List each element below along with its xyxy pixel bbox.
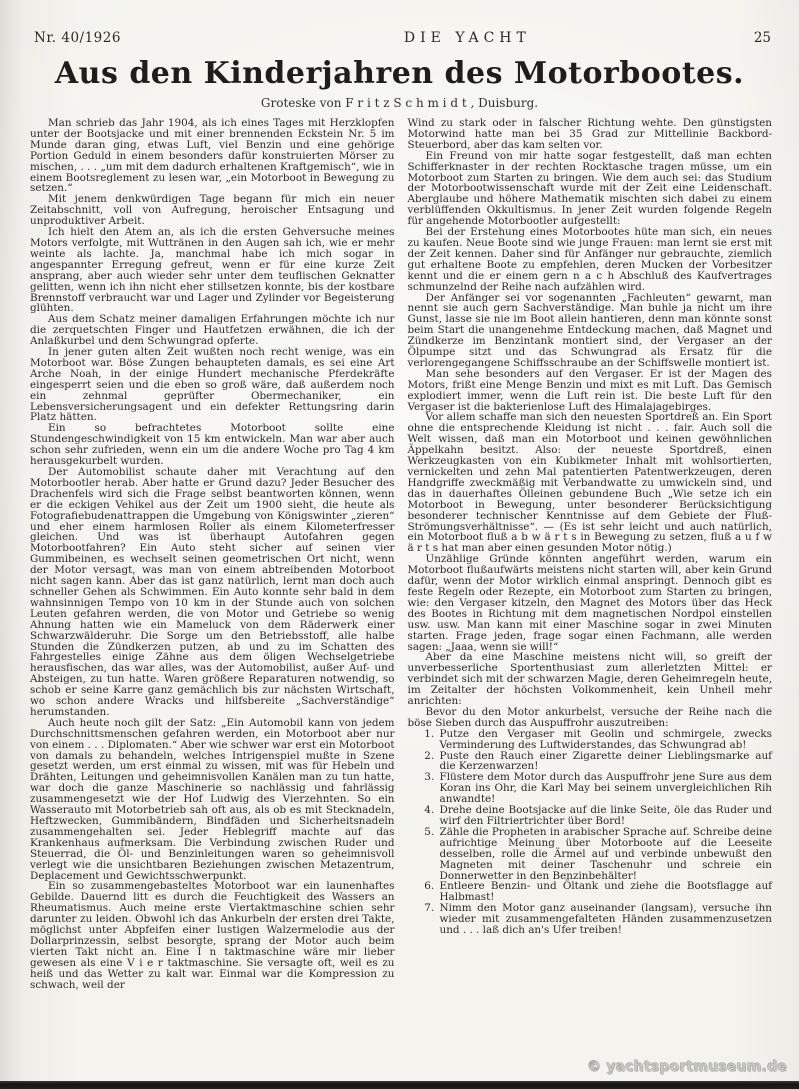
paragraph: Aus dem Schatz meiner damaligen Erfahrungen möchte ich nur die zerquetschten Finger und Hautfetzen erwähnen, die ich der Anlaßkurbel und dem Schwungrad opferte. [30, 313, 395, 348]
rule-item: 4. Drehe deine Bootsjacke auf die linke Seite, öle das Ruder und wirf den Filtriertrichter über Bord! [438, 805, 773, 827]
running-head [34, 30, 771, 46]
starting-rules-list [408, 729, 773, 936]
article-body [30, 118, 772, 1068]
paragraph: Aber da eine Maschine meistens nicht will, so greift der unverbesserliche Sportenthusiast zum allerletzten Mittel: er verbindet sich mit der schwarzen Magie, deren Geheimregeln heute, im Zeitalter der höchsten Volkommenheit, kein Unheil mehr anrichten: [407, 651, 772, 708]
paragraph: Bevor du den Motor ankurbelst, versuche der Reihe nach die böse Sieben durch das Auspuffrohr auszutreiben: [407, 705, 772, 729]
paragraph: Mit jenem denkwürdigen Tage begann für mich ein neuer Zeitabschnitt, voll von Aufregung, heroischer Entsagung und unproduktiver Arbeit. [30, 193, 395, 228]
paragraph: Unzählige Gründe könnten angeführt werden, warum ein Motorboot flußaufwärts meistens nicht starten will, aber kein Grund dafür, wenn der Motor wirklich einmal anspringt. Dennoch gibt es feste Regeln oder Rezepte, ein Motorboot zum Starten zu bringen, wie: den Vergaser kitzeln, den Magnet des Motors über das Heck des Bootes in Richtung mit dem magnetischen Nordpol einstellen usw. usw. Man kann mit einer Maschine sogar in zwei Minuten starten. Frage jeden, frage sogar einen Fachmann, alle werden sagen: „Jaaa, wenn sie will!“ [407, 553, 772, 653]
paragraph: Bei der Erstehung eines Motorbootes hüte man sich, ein neues zu kaufen. Neue Boote sind wie junge Frauen: man lernt sie erst mit der Zeit kennen. Daher sind für Anfänger nur gebrauchte, ziemlich gut erhaltene Boote zu empfehlen, deren Mucken der Vorbesitzer kennt und die er einem gern n a c h Abschluß des Kaufvertrages schmunzelnd der Reihe nach aufzählen wird. [407, 226, 772, 293]
rule-item: 2. Puste den Rauch einer Zigarette deiner Lieblingsmarke auf die Kerzenwarzen! [438, 751, 773, 773]
left-column [30, 118, 395, 1068]
paragraph: Man sehe besonders auf den Vergaser. Er ist der Magen des Motors, frißt eine Menge Benzin und mixt es mit Luft. Das Gemisch explodiert immer, wenn die Luft rein ist. Die beste Luft für den Vergaser ist die bakterienlose Luft des Himalajagebirges. [407, 367, 772, 413]
paragraph-continuation: Wind zu stark oder in falscher Richtung wehte. Den günstigsten Motorwind hatte man bei 35 Grad zur Mittellinie Backbord-Steuerbord, aber das kam selten vor. [407, 117, 772, 151]
article-title: Aus den Kinderjahren des Motorbootes. [54, 56, 745, 91]
rule-item: 6. Entleere Benzin- und Öltank und ziehe die Bootsflagge auf Halbmast! [438, 881, 773, 903]
paragraph: Der Automobilist schaute daher mit Verachtung auf den Motorbootler herab. Aber hatte er Grund dazu? Jeder Besucher des Drachenfels wird sich die Frage selbst beantworten können, wenn er die eckigen Vehikel aus der Zeit um 1900 sieht, die heute als Fotografiebudenattrappen die Umgebung von Königswinter „zieren“ und eher einem harmlosen Roller als einem Kilometerfresser gleichen. Und was ist überhaupt Autofahren gegen Motorbootfahren? Ein Auto steht sicher auf seinen vier Gummibeinen, es wechselt seinen geometrischen Ort nicht, wenn der Motor versagt, was man von einem abtreibenden Motorboot nicht sagen kann. Aber das ist ganz natürlich, lernt man doch auch schneller Gehen als Schwimmen. Ein Auto konnte sehr bald in dem wahnsinnigen Tempo von 10 km in der Stunde auch von solchen Leuten gefahren werden, die von Motor und Getriebe so wenig Ahnung hatten wie ein Mameluck von dem Räderwerk einer Schwarzwälderuhr. Die Sorge um den Betriebsstoff, alle halbe Stunden die Zündkerzen putzen, ab und zu im Schatten des Fahrgestelles einige Zähne aus dem öligen Wechselgetriebe herausfischen, das war alles, was der Automobilist, außer Auf- und Absteigen, zu tun hatte. Waren größere Reparaturen notwendig, so schob er seine Karre ganz gemächlich bis zur nächsten Wirtschaft, wo schon andere Wracks und hilfsbereite „Sachverständige“ herumstanden. [30, 466, 395, 718]
scan-edge-bar [0, 1081, 799, 1089]
right-column [408, 118, 773, 1068]
paragraph: Man schrieb das Jahr 1904, als ich eines Tages mit Herzklopfen unter der Bootsjacke und mit einer brennenden Eckstein Nr. 5 im Munde daran ging, etwas Luft, viel Benzin und eine gehörige Portion Geduld in einem besonders dafür konstruierten Mörser zu mischen, . . . „um mit dem dadurch erhaltenen Kraftgemisch“, wie in einem Bootsreglement zu lesen war, „ein Motorboot in Bewegung zu setzen.“ [30, 117, 395, 195]
paragraph: Auch heute noch gilt der Satz: „Ein Automobil kann von jedem Durchschnittsmenschen gefahren werden, ein Motorboot aber nur von einem . . . Diplomaten.“ Aber wie schwer war erst ein Motorboot von damals zu behandeln, welches Intrigenspiel mußte in Szene gesetzt werden, um erst einmal zu wissen, mit was für Hebeln und Drähten, Leitungen und geheimnisvollen Kanälen man zu tun hatte, war doch die ganze Maschinerie so nachlässig und fahrlässig zusammengesetzt wie der Hof Ludwig des Vierzehnten. So ein Wasserauto mit Motorbetrieb sah oft aus, als ob es mit Stecknadeln, Heftzwecken, Gummibändern, Bindfäden und Sicherheitsnadeln zusammengehalten sei. Jeder Heblegriff machte auf das Krankenhaus aufmerksam. Die Verbindung zwischen Ruder und Steuerrad, die Öl- und Benzinleitungen waren so geheimnisvoll verlegt wie die unsichtbaren Beziehungen zwischen Metazentrum, Deplacement und Gewichtsschwerpunkt. [30, 716, 395, 882]
paragraph: Ein so befrachtetes Motorboot sollte eine Stundengeschwindigkeit von 15 km entwickeln. Man war aber auch schon sehr zufrieden, wenn ein um die andere Woche pro Tag 4 km herausgekurbelt wurden. [30, 422, 395, 468]
watermark-credit: © yachtsportmuseum.de [587, 1059, 787, 1075]
paragraph: Der Anfänger sei vor sogenannten „Fachleuten“ gewarnt, man nennt sie auch gern Sachverständige. Man buhle ja nicht um ihre Gunst, lasse sie nie im Boot allein hantieren, denn man könnte sonst beim Start die unangenehme Entdeckung machen, daß Magnet und Zündkerze im Benzintank montiert sind, der Vergaser an der Ölpumpe sitzt und das Schwungrad als Ersatz für die verlorengegangene Schiffsschraube an der Schiffswelle montiert ist. [407, 291, 772, 369]
paragraph: In jener guten alten Zeit wußten noch recht wenige, was ein Motorboot war. Böse Zungen behaupteten damals, es sei eine Art Arche Noah, in der einige Hundert mechanische Pferdekräfte eingesperrt seien und die eben so groß wäre, daß außerdem noch ein zehnmal geprüfter Obermechaniker, ein Lebensversicherungsagent und ein defekter Rettungsring darin Platz hätten. [30, 346, 395, 424]
masthead-title: DIE YACHT [403, 30, 531, 46]
rule-item: 7. Nimm den Motor ganz auseinander (langsam), versuche ihn wieder mit zusammengefalteten Händen zusammenzusetzen und . . . laß dich an's Ufer treiben! [438, 903, 773, 936]
article-byline: Groteske von F r i t z S c h m i d t , Duisburg. [260, 96, 539, 110]
rule-item: 1. Putze den Vergaser mit Geolin und schmirgele, zwecks Verminderung des Luftwiderstandes, das Schwungrad ab! [438, 729, 773, 751]
page-number: 25 [753, 30, 771, 46]
paragraph: Ein so zusammengebasteltes Motorboot war ein launenhaftes Gebilde. Dauernd litt es durch die Feuchtigkeit des Wassers an Rheumatismus. Auch meine erste Viertaktmaschine schien sehr darunter zu leiden. Obwohl ich das Ankurbeln der ersten drei Takte, möglichst unter Abpfeifen einer lustigen Walzermelodie aus der Dollarprinzessin, selbst besorgte, sprang der Motor auch beim vierten Takt nicht an. Eine I n taktmaschine wäre mir lieber gewesen als eine V i e r taktmaschine. Sie versagte oft, weil es zu heiß und das Wetter zu kalt war. Einmal war die Kompression zu schwach, weil der [30, 880, 395, 991]
paragraph: Ich hielt den Atem an, als ich die ersten Gehversuche meines Motors verfolgte, mit Wuttränen in den Augen sah ich, wie er mehr weinte als lachte. Ja, manchmal habe ich mich sogar in angespannter Erregung gefreut, wenn er für eine kurze Zeit ansprang, aber auch wieder sehr unter dem teuflischen Geknatter gelitten, wenn ich ihn nicht eher stillsetzen konnte, bis der kostbare Brennstoff verbraucht war und Lager und Zylinder vor Begeisterung glühten. [30, 226, 395, 315]
rule-item: 5. Zähle die Propheten in arabischer Sprache auf. Schreibe deine aufrichtige Meinung über Motorboote auf die Leeseite desselben, rolle die Ärmel auf und verbinde unbewußt den Magneten mit deiner Taschenuhr und schreie ein Donnerwetter in den Benzinbehälter! [438, 827, 773, 882]
paragraph: Vor allem schaffe man sich den neuesten Sportdreß an. Ein Sport ohne die entsprechende Kleidung ist nicht . . . fair. Auch soll die Welt wissen, daß man ein Motorboot und keinen gewöhnlichen Äppelkahn besitzt. Also: der neueste Sportdreß, einen Werkzeugkasten von ein Kubikmeter Inhalt mit wohlsortierten, vernickelten und zehn Mal patentierten Patentwerkzeugen, deren Handgriffe zweckmäßig mit Verbandwatte zu umwickeln sind, und das in dauerhaftes Ölleinen gebundene Buch „Wie setze ich ein Motorboot in Bewegung, unter besonderer Berücksichtigung besonderer technischer Kenntnisse auf dem Gebiete der Fluß-Strömungsverhältnisse“. — (Es ist sehr leicht und auch natürlich, ein Motorboot fluß a b w ä r t s in Bewegung zu setzen, fluß a u f w ä r t s hat man aber einen gesunden Motor nötig.) [407, 411, 772, 555]
paragraph: Ein Freund von mir hatte sogar festgestellt, daß man echten Schifferknaster in der rechten Rocktasche tragen müsse, um ein Motorboot zum Starten zu bringen. Wie dem auch sei: das Studium der Motorbootwissenschaft wurde mit der Zeit eine Leidenschaft. Aberglaube und höhere Mathematik mischten sich dabei zu einem verblüffenden Okkultismus. In jener Zeit wurden folgende Regeln für angehende Motorbootler aufgestellt: [407, 149, 772, 228]
rule-item: 3. Flüstere dem Motor durch das Auspuffrohr jene Sure aus dem Koran ins Ohr, die Karl May bei seinem unvergleichlichen Rih anwandte! [438, 772, 773, 805]
issue-number: Nr. 40/1926 [34, 30, 121, 46]
